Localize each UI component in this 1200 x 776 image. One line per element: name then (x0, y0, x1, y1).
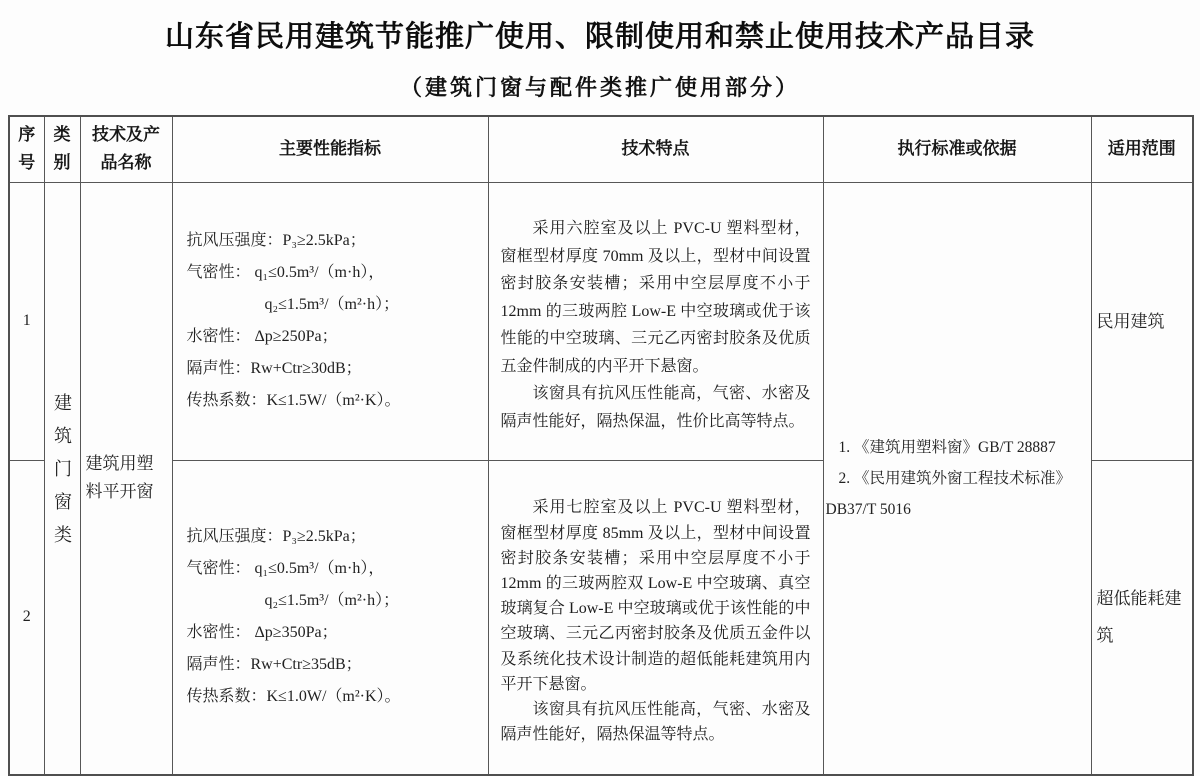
indicator-line: 水密性： Δp≥250Pa； (186, 328, 338, 346)
row1-indicators-list (173, 199, 488, 444)
header-category: 类别 (44, 116, 80, 182)
product-name-cell (80, 182, 172, 775)
row1-scope-text: 民用建筑 (1096, 311, 1165, 331)
row1-index-cell: 1 (9, 182, 44, 461)
feature-paragraph: 该窗具有抗风压性能高，气密、水密及隔声性能好，隔热保温等特点。 (500, 700, 811, 744)
standard-line: DB37/T 5016 (825, 500, 911, 518)
catalog-table (8, 115, 1194, 776)
header-index: 序号 (9, 116, 44, 182)
indicator-line: q₂≤1.5m³/（m²·h）； (264, 592, 400, 610)
indicator-line: 抗风压强度：P₃≥2.5kPa； (186, 232, 366, 250)
table-row-1 (9, 182, 1193, 461)
indicator-line: q₂≤1.5m³/（m²·h）； (264, 296, 400, 314)
standards-cell (823, 182, 1091, 775)
header-indicators: 主要性能指标 (172, 116, 488, 182)
indicator-line: 抗风压强度：P₃≥2.5kPa； (186, 528, 366, 546)
indicator-line: 隔声性：Rw+Ctr≥30dB； (186, 360, 362, 378)
feature-paragraph: 采用六腔室及以上 PVC-U 塑料型材，窗框型材厚度 70mm 及以上，型材中间设置密封胶条安装槽；采用中空层厚度不小于 12mm 的三玻两腔 Low-E 中空玻璃或优于该性能的中空玻璃、三元乙丙密封胶条及优质五金件制成的内平开下悬窗。 (500, 220, 811, 375)
indicator-line: 传热系数：K≤1.0W/（m²·K）。 (186, 688, 401, 706)
header-scope: 适用范围 (1091, 116, 1193, 182)
indicator-line: 气密性： q₁≤0.5m³/（m·h）， (186, 560, 385, 578)
row1-features-text (489, 207, 823, 435)
row2-scope-text: 超低能耗建筑 (1096, 589, 1182, 646)
header-product: 技术及产品名称 (80, 116, 172, 182)
product-name-text: 建筑用塑料平开窗 (85, 454, 154, 501)
standards-list (824, 183, 1091, 774)
category-cell (44, 182, 80, 775)
feature-paragraph: 采用七腔室及以上 PVC-U 塑料型材，窗框型材厚度 85mm 及以上，型材中间设置密封胶条安装槽；采用中空层厚度不小于 12mm 的三玻两腔双 Low-E 中空玻璃、真空玻璃复合 Low-E 中空玻璃或优于该性能的中空玻璃、三元乙丙密封胶条及优质五金件以及系统化技术设计制造的超低能耗建筑用内平开下悬窗。 (500, 499, 811, 693)
row1-scope-cell (1091, 182, 1193, 461)
indicator-line: 水密性： Δp≥350Pa； (186, 624, 338, 642)
row2-features-cell (488, 461, 823, 775)
row1-features-cell (488, 182, 823, 461)
row2-indicators-list (173, 479, 488, 755)
page-title: 山东省民用建筑节能推广使用、限制使用和禁止使用技术产品目录 (164, 21, 1035, 53)
row2-scope-cell (1091, 461, 1193, 775)
row2-indicators-cell (172, 461, 488, 775)
feature-paragraph: 该窗具有抗风压性能高，气密、水密及隔声性能好，隔热保温，性价比高等特点。 (500, 385, 811, 430)
page-subtitle: （建筑门窗与配件类推广使用部分） (399, 75, 800, 100)
standard-line: 1. 《建筑用塑料窗》GB/T 28887 (838, 438, 1056, 456)
indicator-line: 隔声性：Rw+Ctr≥35dB； (186, 656, 362, 674)
row1-indicators-cell (172, 182, 488, 461)
indicator-line: 传热系数：K≤1.5W/（m²·K）。 (186, 392, 401, 410)
header-features: 技术特点 (488, 116, 823, 182)
row2-index-cell: 2 (9, 461, 44, 775)
category-vertical-text: 建筑门窗类 (52, 393, 72, 558)
header-standards: 执行标准或依据 (823, 116, 1091, 182)
standard-line: 2. 《民用建筑外窗工程技术标准》 (838, 469, 1072, 487)
indicator-line: 气密性： q₁≤0.5m³/（m·h）， (186, 264, 385, 282)
row2-features-text (489, 487, 823, 747)
table-header-row (9, 116, 1193, 182)
